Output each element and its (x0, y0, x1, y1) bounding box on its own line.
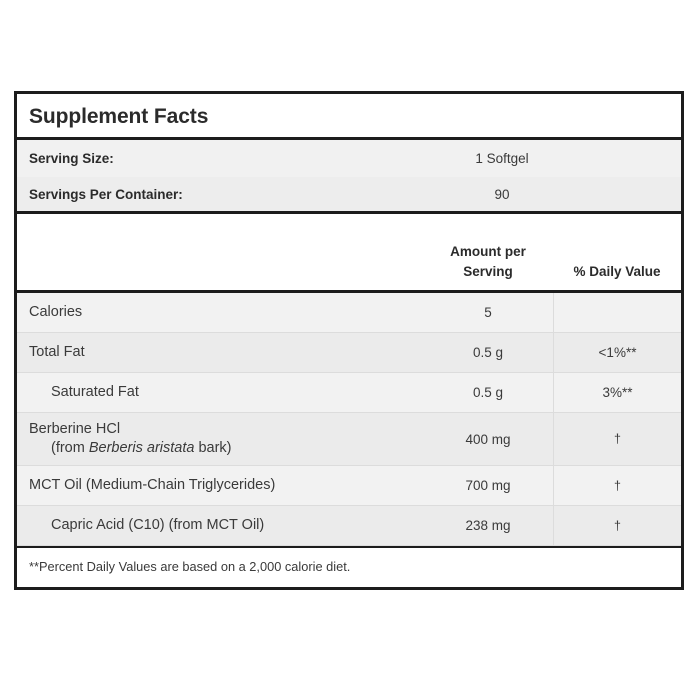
source-note-prefix: (from (51, 440, 89, 457)
supplement-facts-panel (14, 91, 684, 590)
table-row (17, 413, 681, 466)
page-title: Supplement Facts (29, 105, 209, 128)
nutrient-daily-value: 3%** (553, 373, 681, 412)
nutrient-daily-value (553, 506, 681, 545)
nutrient-name-cell (17, 333, 423, 372)
servings-per-container-value: 90 (494, 186, 510, 202)
nutrient-source-note (29, 439, 415, 458)
servings-per-container-row (17, 177, 681, 214)
nutrient-name: Capric Acid (C10) (from MCT Oil) (51, 517, 265, 534)
dagger-icon: † (614, 518, 621, 533)
nutrient-name-cell (17, 413, 423, 465)
amount-line-2: Serving (463, 263, 513, 279)
nutrient-daily-value (553, 413, 681, 465)
nutrient-amount: 0.5 g (472, 385, 504, 401)
nutrient-amount: 700 mg (465, 478, 511, 494)
nutrient-name-cell (17, 466, 423, 505)
nutrient-name: MCT Oil (Medium-Chain Triglycerides) (29, 477, 276, 494)
column-header-row (17, 214, 681, 293)
serving-size-value: 1 Softgel (475, 151, 529, 167)
table-row (17, 373, 681, 413)
servings-per-container-value-cell (437, 177, 567, 211)
servings-per-container-label: Servings Per Container: (29, 186, 183, 202)
column-header-daily-value-text: % Daily Value (573, 263, 661, 279)
nutrient-daily-value (553, 466, 681, 505)
nutrient-name-cell (17, 293, 423, 332)
footnote-text: **Percent Daily Values are based on a 2,000 calorie diet. (29, 559, 351, 575)
amount-line-1: Amount per (450, 243, 526, 259)
column-header-name (17, 214, 423, 290)
nutrient-daily-value (553, 293, 681, 332)
table-row (17, 466, 681, 506)
column-header-amount-per-serving (423, 214, 553, 290)
table-row (17, 333, 681, 373)
footnote-row (17, 546, 681, 587)
nutrient-amount: 0.5 g (472, 345, 504, 361)
source-note-suffix: bark) (194, 440, 232, 457)
serving-size-label: Serving Size: (29, 151, 114, 167)
dagger-icon: † (614, 478, 621, 493)
nutrient-name: Calories (29, 304, 83, 321)
nutrient-name: Saturated Fat (51, 384, 139, 401)
source-note-botanical: Berberis aristata (88, 440, 195, 457)
table-row (17, 293, 681, 333)
table-row (17, 506, 681, 546)
nutrient-name: Total Fat (29, 344, 85, 361)
nutrient-name-cell (17, 373, 423, 412)
nutrient-amount: 5 (484, 305, 492, 321)
dagger-icon: † (614, 432, 621, 447)
serving-size-row (17, 140, 681, 177)
nutrient-name: Berberine HCl (29, 421, 121, 438)
serving-size-value-cell (437, 140, 567, 177)
column-header-amount-text (450, 242, 526, 281)
nutrient-name-cell (17, 506, 423, 545)
nutrient-daily-value: <1%** (553, 333, 681, 372)
panel-title-row (17, 94, 681, 140)
nutrient-amount: 400 mg (465, 431, 511, 447)
column-header-daily-value (553, 214, 681, 290)
nutrient-amount: 238 mg (465, 518, 511, 534)
